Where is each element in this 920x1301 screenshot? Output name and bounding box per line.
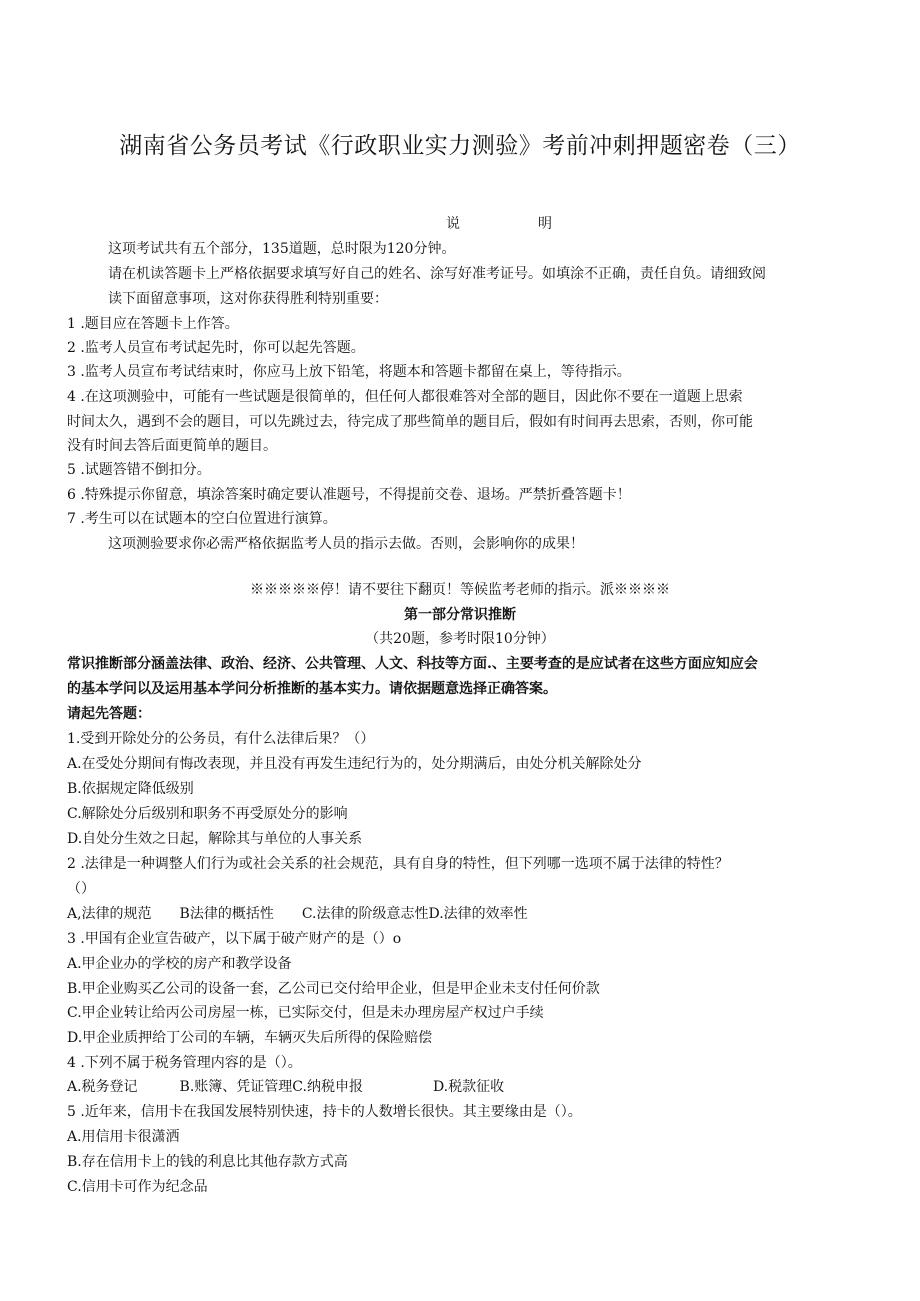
question-2-paren: （）: [67, 881, 95, 897]
question-3-option-d: D.甲企业质押给丁公司的车辆，车辆灭失后所得的保险赔偿: [67, 1030, 433, 1046]
instruction-item: 1 .题目应在答题卡上作答。: [67, 316, 239, 332]
instruction-item: 时间太久，遇到不会的题目，可以先跳过去，待完成了那些简单的题目后，假如有时间再去思索，否则，你可能: [67, 414, 753, 430]
part1-heading: 第一部分常识推断: [404, 607, 516, 623]
instruction-item: 5 .试题答错不倒扣分。: [67, 462, 211, 478]
question-5: 5 .近年来，信用卡在我国发展特别快速，持卡的人数增长很快。其主要缘由是（）。: [67, 1104, 582, 1120]
instructions-paragraph: 这项考试共有五个部分，135道题，总时限为120分钟。: [108, 241, 456, 257]
question-3: 3 .甲国有企业宣告破产，以下属于破产财产的是（）o: [67, 931, 402, 947]
question-5-option-a: A.用信用卡很潇洒: [67, 1129, 180, 1145]
instruction-item: 2 .监考人员宣布考试起先时，你可以起先答题。: [67, 340, 365, 356]
question-5-option-b: B.存在信用卡上的钱的利息比其他存款方式高: [67, 1154, 348, 1170]
question-1-option-c: C.解除处分后级别和职务不再受原处分的影响: [67, 806, 348, 822]
question-2: 2 .法律是一种调整人们行为或社会关系的社会规范，具有自身的特性，但下列哪一选项不属于法律的特性？: [67, 856, 729, 872]
part1-start: 请起先答题：: [67, 706, 151, 722]
question-1-option-d: D.自处分生效之日起，解除其与单位的人事关系: [67, 831, 363, 847]
document-title: 湖南省公务员考试《行政职业实力测验》考前冲刺押题密卷（三）: [119, 133, 801, 159]
instruction-item: 4 .在这项测验中，可能有一些试题是很简单的，但任何人都很难答对全部的题目，因此你不要在一道题上思索: [67, 389, 743, 405]
question-3-option-a: A.甲企业办的学校的房产和教学设备: [67, 956, 292, 972]
instructions-closing: 这项测验要求你必需严格依据监考人员的指示去做。否则，会影响你的成果！: [108, 536, 584, 552]
part1-subheading: （共20题，参考时限10分钟）: [365, 631, 555, 647]
instructions-heading: 说明: [446, 216, 630, 232]
instruction-item: 3 .监考人员宣布考试结束时，你应马上放下铅笔，将题本和答题卡都留在桌上，等待指示。: [67, 364, 631, 380]
question-2-options: A,法律的规范 B法律的概括性 C.法律的阶级意志性D.法律的效率性: [67, 906, 528, 922]
part1-description: 的基本学问以及运用基本学问分析推断的基本实力。请依据题意选择正确答案。: [67, 681, 557, 697]
question-4-options: A.税务登记 B.账簿、凭证管理C.纳税申报 D.税款征收: [67, 1079, 505, 1095]
stop-notice: ※※※※※停！请不要往下翻页！等候监考老师的指示。派※※※※: [250, 582, 670, 598]
question-3-option-b: B.甲企业购买乙公司的设备一套，乙公司已交付给甲企业，但是甲企业未支付任何价款: [67, 981, 600, 997]
instruction-item: 没有时间去答后面更简单的题目。: [67, 438, 277, 454]
question-4: 4 .下列不属于税务管理内容的是（）。: [67, 1055, 302, 1071]
instructions-paragraph: 请在机读答题卡上严格依据要求填写好自己的姓名、涂写好准考证号。如填涂不正确，责任自负。请细致阅: [108, 266, 766, 282]
question-5-option-c: C.信用卡可作为纪念品: [67, 1179, 208, 1195]
part1-description: 常识推断部分涵盖法律、政治、经济、公共管理、人文、科技等方面.、主要考查的是应试者在这些方面应知应会: [67, 656, 758, 672]
instructions-paragraph: 读下面留意事项，这对你获得胜利特别重要：: [108, 291, 388, 307]
question-3-option-c: C.甲企业转让给丙公司房屋一栋，已实际交付，但是未办理房屋产权过户手续: [67, 1005, 544, 1021]
instruction-item: 7 .考生可以在试题本的空白位置进行演算。: [67, 511, 337, 527]
question-1-option-b: B.依据规定降低级别: [67, 781, 194, 797]
instruction-item: 6 .特殊提示你留意，填涂答案时确定要认准题号，不得提前交卷、退场。严禁折叠答题卡！: [67, 487, 631, 503]
question-1: 1.受到开除处分的公务员，有什么法律后果？（）: [67, 731, 375, 747]
question-1-option-a: A.在受处分期间有悔改表现，并且没有再发生违纪行为的，处分期满后，由处分机关解除处分: [67, 756, 642, 772]
